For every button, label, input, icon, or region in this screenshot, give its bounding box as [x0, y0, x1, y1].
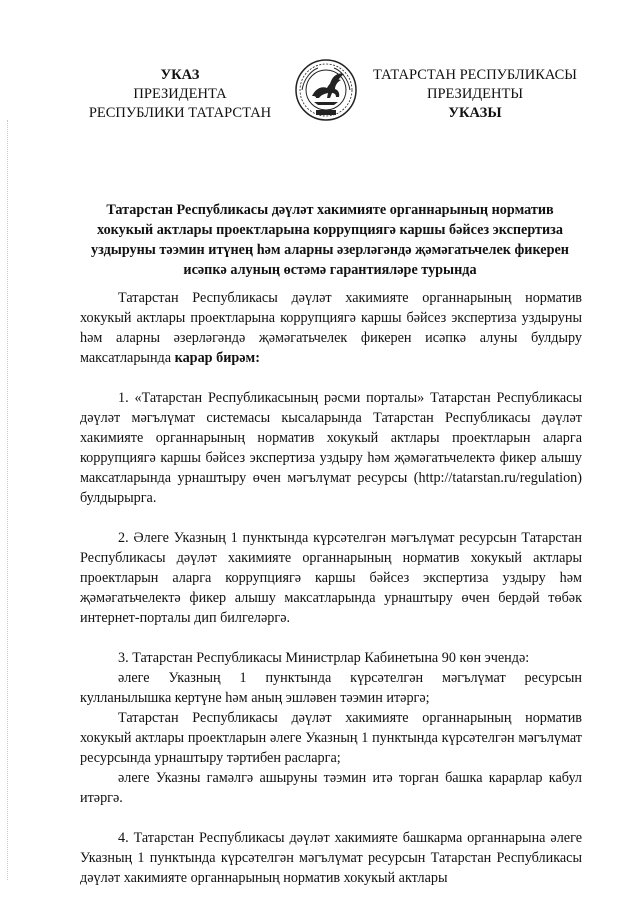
header-left-russian — [80, 66, 280, 123]
header-left-line-2: ПРЕЗИДЕНТА — [133, 86, 227, 102]
header-left-line-1: УКАЗ — [160, 67, 200, 83]
item-3-sub-2: Татарстан Республикасы дәүләт хакимияте органнарының норматив хокукый актлары проектларын әлеге Указның 1 пунктында күрсәтелгән мәгълүмат ресурсында урнаштыру тәртибен расларга; — [80, 710, 582, 766]
item-1: 1. «Татарстан Республикасының рәсми порталы» Татарстан Республикасы дәүләт мәгълүмат системасы кысаларында Татарстан Республикасы дәүләт хакимияте органнарының норматив хокукый актлары проектларын аларга коррупциягә каршы бәйсез экспертиза уздыру һәм җәмәгатьчелектә фикер алышу максатларында урнаштыру өчен мәгълүмат ресурсы (http://tatarstan.ru/regulation) булдырырга. — [80, 390, 582, 506]
scan-artifact — [7, 120, 10, 880]
item-2: 2. Әлеге Указның 1 пунктында күрсәтелгән мәгълүмат ресурсын Татарстан Республикасы дәүләт хакимияте органнарының норматив хокукый актлары проектларын аларга коррупциягә каршы бәйсез экспертиза уздыру һәм җәмәгатьчелектә фикер алышу максатларында урнаштыру өчен бердәй төбәк интернет-порталы дип билгеләргә. — [80, 530, 582, 626]
item-3-sub-3: әлеге Указны гамәлгә ашыруны тәэмин итә торган башка карарлар кабул итәргә. — [80, 770, 582, 806]
preamble-text: Татарстан Республикасы дәүләт хакимияте органнарының норматив хокукый актлары проектларына коррупциягә каршы бәйсез экспертиза уздыруны һәм аларны әзерләгәндә җәмәгатьчелек фикерен исәпкә алуны булдыру максатларында — [80, 290, 582, 366]
document-title: Татарстан Республикасы дәүләт хакимияте органнарының норматив хокукый актлары проектларына коррупциягә каршы бәйсез экспертиза уздыруны тәэмин итүнең һәм аларны әзерләгәндә җәмәгатьчелек фикерен исәпкә алуның өстәмә гарантияләре турында — [91, 202, 569, 278]
item-3-sub-1: әлеге Указның 1 пунктында күрсәтелгән мәгълүмат ресурсын кулланылышка кертүне һәм аның эшләвен тәэмин итәргә; — [80, 670, 582, 706]
header-right-line-1: ТАТАРСТАН РЕСПУБЛИКАСЫ — [373, 67, 577, 83]
header-right-tatar — [370, 66, 580, 123]
header-left-line-3: РЕСПУБЛИКИ ТАТАРСТАН — [88, 105, 272, 121]
document-body — [80, 288, 582, 888]
tatarstan-emblem-icon — [294, 58, 358, 122]
preamble-paragraph — [80, 288, 582, 368]
item-4: 4. Татарстан Республикасы дәүләт хакимияте башкарма органнарына әлеге Указның 1 пунктында күрсәтелгән мәгълүмат ресурсын Татарстан Республикасы дәүләт хакимияте органнарының норматив хокукый актлары — [80, 830, 582, 886]
header-right-line-3: УКАЗЫ — [448, 105, 502, 121]
preamble-emphasis: карар бирәм: — [174, 350, 260, 366]
header-right-line-2: ПРЕЗИДЕНТЫ — [426, 86, 524, 102]
item-3: 3. Татарстан Республикасы Министрлар Кабинетына 90 көн эчендә: — [118, 650, 530, 666]
